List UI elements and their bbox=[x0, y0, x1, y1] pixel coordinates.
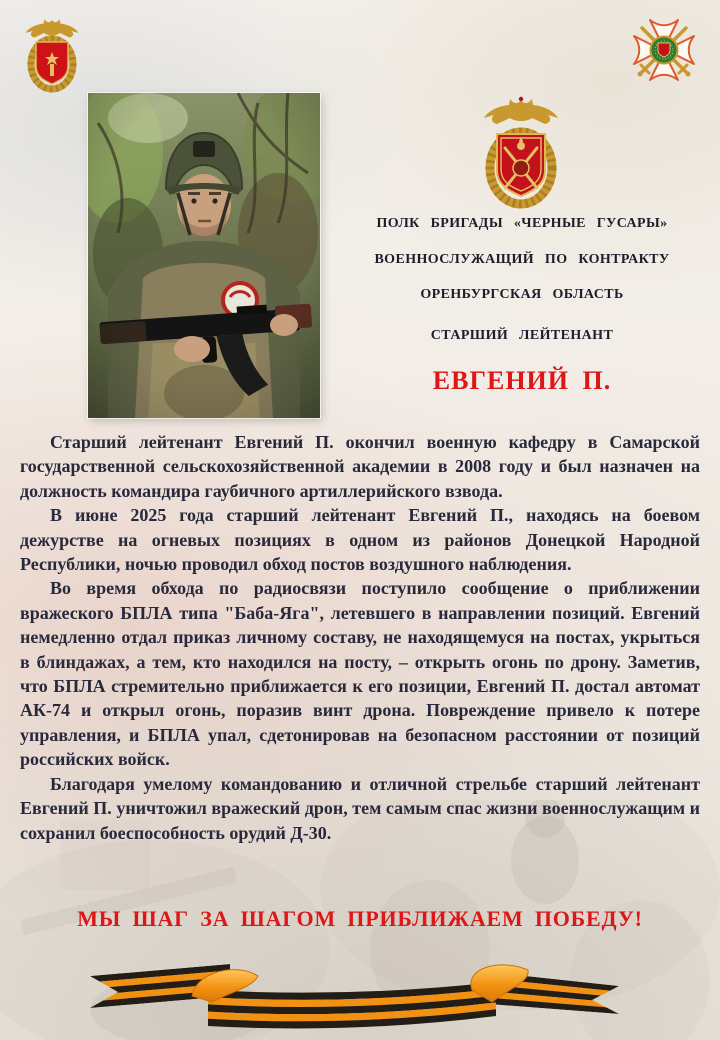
serviceman-name: ЕВГЕНИЙ П. bbox=[432, 366, 612, 395]
body-text bbox=[20, 430, 700, 845]
header-service: ВОЕННОСЛУЖАЩИЙ ПО КОНТРАКТУ bbox=[374, 252, 670, 267]
body-paragraph: Во время обхода по радиосвязи поступило сообщение о приближении вражеского БПЛА типа "Баба-Яга", летевшего в направлении позиций. Евгений немедленно отдал приказ личному составу, не находящемуся на постах, укрыться в блиндажах, а тем, кто находился на посту, – открыть огонь по дрону. Заметив, что БПЛА стремительно приближается к его позиции, Евгений П. достал автомат АК-74 и открыл огонь, поразив винт дрона. Повреждение привело к потере управления, и БПЛА упал, сдетонировав на безопасном расстоянии от позиций российских войск. bbox=[20, 578, 700, 770]
victory-slogan: МЫ ШАГ ЗА ШАГОМ ПРИБЛИЖАЕМ ПОБЕДУ! bbox=[77, 906, 643, 931]
header-unit: ПОЛК БРИГАДЫ «ЧЕРНЫЕ ГУСАРЫ» bbox=[376, 216, 668, 231]
body-paragraph: Благодаря умелому командованию и отличной стрельбе старший лейтенант Евгений П. уничтожил вражеский дрон, тем самым спас жизни военнослужащим и сохранил боеспособность орудий Д-30. bbox=[20, 773, 700, 843]
order-cross-badge-icon bbox=[628, 14, 700, 86]
st-george-ribbon-icon bbox=[80, 960, 640, 1038]
header-rank: СТАРШИЙ ЛЕЙТЕНАНТ bbox=[430, 328, 614, 343]
brigade-emblem-icon bbox=[475, 96, 567, 214]
body-paragraph: В июне 2025 года старший лейтенант Евгений П., находясь на боевом дежурстве на огневых позициях в одном из районов Донецкой Народной Республики, ночью проводил обход постов воздушного наблюдения. bbox=[20, 505, 700, 575]
soldier-portrait-photo bbox=[88, 93, 320, 418]
military-district-emblem-icon bbox=[20, 18, 84, 94]
body-paragraph: Старший лейтенант Евгений П. окончил военную кафедру в Самарской государственной сельскохозяйственной академии в 2008 году и был назначен на должность командира гаубичного артиллерийского взвода. bbox=[20, 432, 700, 501]
header-region: ОРЕНБУРГСКАЯ ОБЛАСТЬ bbox=[420, 287, 624, 302]
